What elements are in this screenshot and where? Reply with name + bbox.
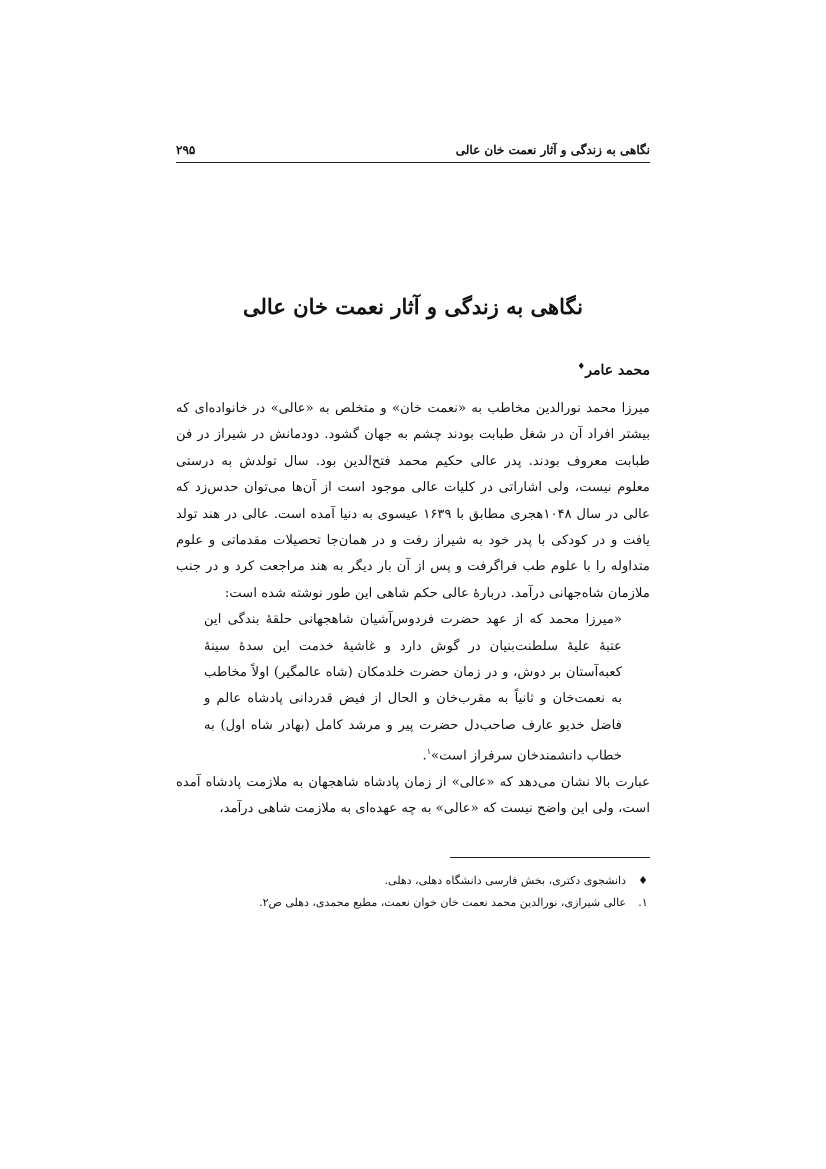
article-body <box>176 396 650 823</box>
block-quote <box>176 607 650 770</box>
article-title: نگاهی به زندگی و آثار نعمت خان عالی <box>243 294 583 319</box>
footnote-2-text: عالی شیرازی، نورالدین محمد نعمت خان خوان نعمت، مطبع محمدی، دهلی ص۲. <box>259 896 626 909</box>
page-number: ۲۹۵ <box>176 143 196 157</box>
quote-footnote-ref: ۱ <box>426 747 431 757</box>
running-header <box>176 143 650 163</box>
footnote-2-mark: ۱. <box>638 896 648 909</box>
footnote-divider <box>450 857 650 858</box>
footnote-2 <box>176 892 650 914</box>
footnotes <box>176 870 650 914</box>
footnote-1-mark: ♦ <box>638 874 648 887</box>
quote-text: «میرزا محمد که از عهد حضرت فردوس‌آشیان شاهجهانی حلقهٔ بندگی این عتبهٔ علیهٔ سلطنت‌بنیان در گوش دارد و غاشیهٔ خدمت این سدهٔ سینهٔ کعبه‌آستان بر دوش، و در زمان حضرت خلدمکان (شاه عالمگیر) اولاً مخاطب به نعمت‌خان و ثانیاً به مقرب‌خان و الحال از فیض قدردانی پادشاه عالم و فاضل خدیو عارف صاحب‌دل حضرت پیر و مرشد کامل (بهادر شاه اول) به خطاب دانشمندخان سرفراز است» <box>204 612 622 764</box>
quote-text-wrapper: «میرزا محمد که از عهد حضرت فردوس‌آشیان شاهجهانی حلقهٔ بندگی این عتبهٔ علیهٔ سلطنت‌بنیان در گوش دارد و غاشیهٔ خدمت این سدهٔ سینهٔ کعبه‌آستان بر دوش، و در زمان حضرت خلدمکان (شاه عالمگیر) اولاً مخاطب به نعمت‌خان و ثانیاً به مقرب‌خان و الحال از فیض قدردانی پادشاه عالم و فاضل خدیو عارف صاحب‌دل حضرت پیر و مرشد کامل (بهادر شاه اول) به خطاب دانشمندخان سرفراز است»$^۱$. <box>204 612 622 764</box>
footnote-1 <box>176 870 650 892</box>
footnote-1-text: دانشجوی دکتری، بخش فارسی دانشگاه دهلی، دهلی. <box>384 874 626 887</box>
paragraph-2: عبارت بالا نشان می‌دهد که «عالی» از زمان پادشاه شاهجهان به ملازمت پادشاه آمده است، ولی این واضح نیست که «عالی» به چه عهده‌ای به ملازمت شاهی درآمد، <box>176 775 650 817</box>
running-title: نگاهی به زندگی و آثار نعمت خان عالی <box>455 143 650 157</box>
author-line <box>577 362 650 379</box>
paragraph-1: میرزا محمد نورالدین مخاطب به «نعمت خان» و متخلص به «عالی» در خانواده‌ای که بیشتر افراد آن در شغل طبابت بودند چشم به جهان گشود. دودمانش در شیراز در فن طبابت معروف بودند. پدر عالی حکیم محمد فتح‌الدین بود. سال تولدش به درستی معلوم نیست، ولی اشاراتی در کلیات عالی موجود است از آن‌ها می‌توان حدس‌زد که عالی در سال ۱۰۴۸هجری مطابق با ۱۶۳۹ عیسوی به دنیا آمده است. عالی در هند تولد یافت و در کودکی با پدر خود به شیراز رفت و در همان‌جا تحصیلات مقدماتی و علوم متداوله را با علوم طب فراگرفت و پس از آن بار دیگر به هند مراجعت کرد و در جنب ملازمان شاه‌جهانی درآمد. دربارهٔ عالی حکم شاهی این طور نوشته شده است: <box>176 401 650 601</box>
author-footnote-mark: ♦ <box>577 362 586 372</box>
author-name: محمد عامر <box>585 362 650 379</box>
